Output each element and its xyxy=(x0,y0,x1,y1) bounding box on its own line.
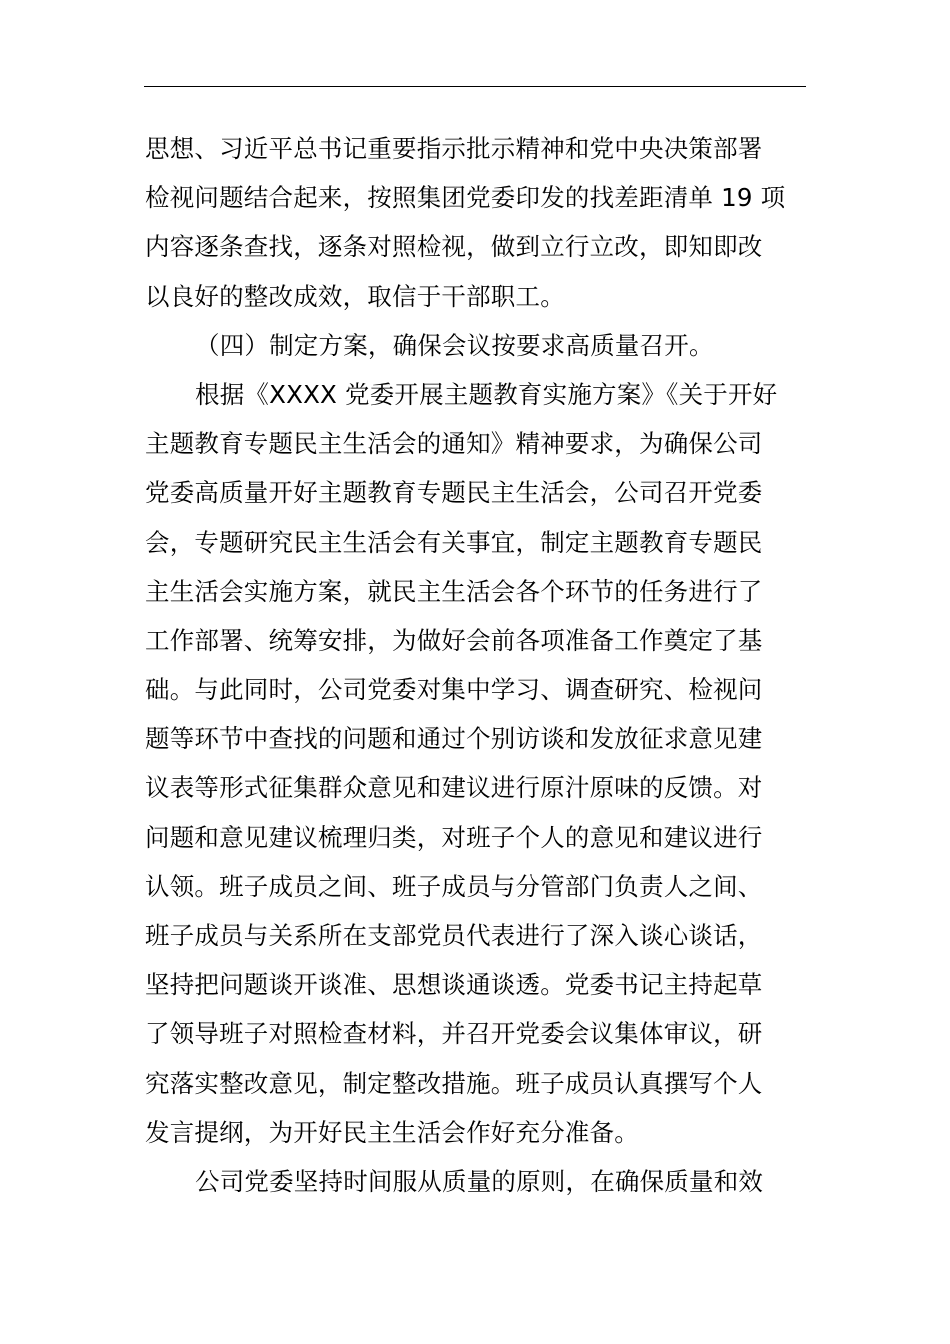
body-text xyxy=(145,124,807,1206)
text-line: 议表等形式征集群众意见和建议进行原汁原味的反馈。对 xyxy=(145,773,763,803)
text-line: 坚持把问题谈开谈准、思想谈通谈透。党委书记主持起草 xyxy=(145,970,763,1000)
text-line: 党委高质量开好主题教育专题民主生活会，公司召开党委 xyxy=(145,478,763,508)
text-line: 以良好的整改成效，取信于干部职工。 xyxy=(145,281,565,311)
text-line: 内容逐条查找，逐条对照检视，做到立行立改，即知即改 xyxy=(145,232,763,262)
header-rule xyxy=(144,86,806,87)
text-line: 题等环节中查找的问题和通过个别访谈和发放征求意见建 xyxy=(145,724,763,754)
text-line: 主生活会实施方案，就民主生活会各个环节的任务进行了 xyxy=(145,576,763,606)
text-line: 思想、习近平总书记重要指示批示精神和党中央决策部署 xyxy=(145,134,763,163)
text-line: 班子成员与关系所在支部党员代表进行了深入谈心谈话， xyxy=(145,921,763,950)
text-line: 发言提纲，为开好民主生活会作好充分准备。 xyxy=(145,1117,639,1147)
text-line: 础。与此同时，公司党委对集中学习、调查研究、检视问 xyxy=(145,675,763,705)
text-line: 认领。班子成员之间、班子成员与分管部门负责人之间、 xyxy=(145,871,763,901)
paragraph-start: 公司党委坚持时间服从质量的原则，在确保质量和效 xyxy=(195,1166,764,1196)
text-line: 问题和意见建议梳理归类，对班子个人的意见和建议进行 xyxy=(145,822,763,852)
text-line: 工作部署、统筹安排，为做好会前各项准备工作奠定了基 xyxy=(145,625,763,655)
text-line: 主题教育专题民主生活会的通知》精神要求，为确保公司 xyxy=(145,429,763,459)
text-line: 检视问题结合起来，按照集团党委印发的找差距清单 19 项 xyxy=(145,183,786,213)
text-line: 了领导班子对照检查材料，并召开党委会议集体审议，研 xyxy=(145,1019,763,1049)
section-heading: （四）制定方案，确保会议按要求高质量召开。 xyxy=(195,330,714,360)
text-line: 会，专题研究民主生活会有关事宜，制定主题教育专题民 xyxy=(145,527,763,557)
text-line: 究落实整改意见，制定整改措施。班子成员认真撰写个人 xyxy=(145,1068,763,1098)
paragraph-start: 根据《XXXX 党委开展主题教育实施方案》《关于开好 xyxy=(195,379,778,409)
